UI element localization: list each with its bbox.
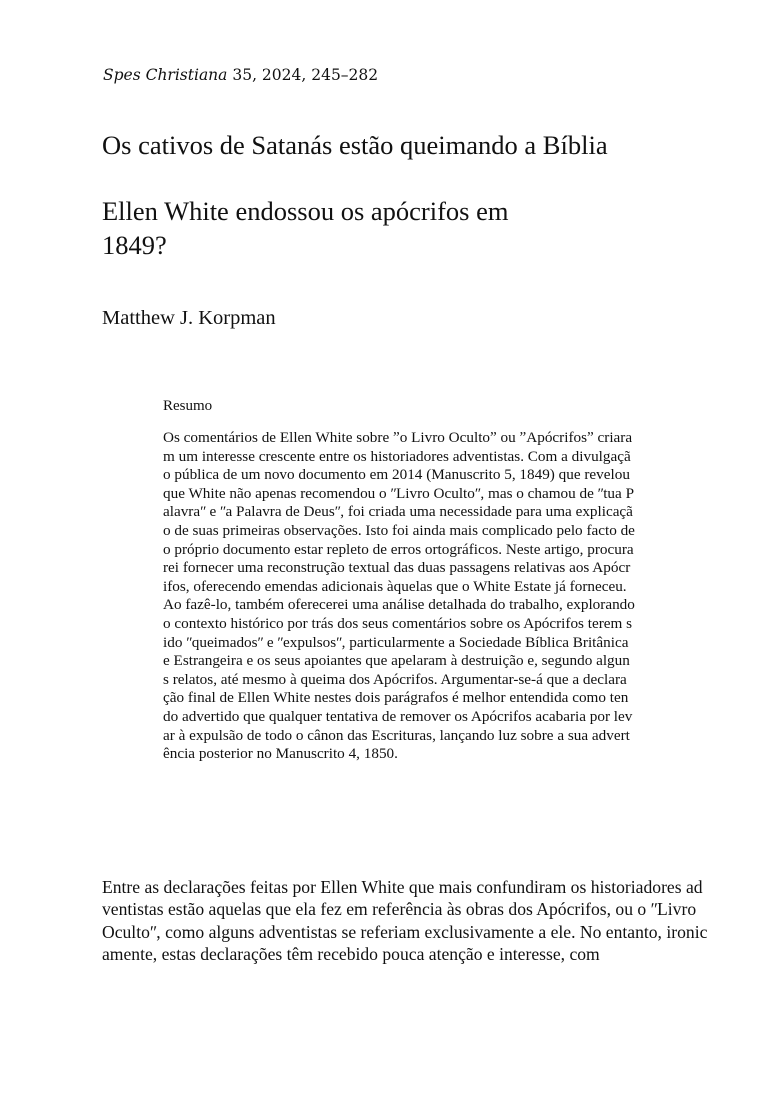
article-title: Os cativos de Satanás estão queimando a Bíblia: [102, 130, 608, 160]
body-line: Ocultoʺ, como alguns adventistas se referiam exclusivamente a ele. No entanto, ironic: [102, 921, 708, 942]
abstract-text: [163, 429, 723, 764]
abstract-line: m um interesse crescente entre os historiadores adventistas. Com a divulgaçã: [163, 447, 631, 465]
abstract-line: ifos, oferecendo emendas adicionais àquelas que o White Estate já forneceu.: [163, 577, 627, 595]
body-line: Entre as declarações feitas por Ellen White que mais confundiram os historiadores ad: [102, 877, 703, 897]
body-line: ventistas estão aquelas que ela fez em referência às obras dos Apócrifos, ou o ʺLivro: [102, 899, 697, 920]
abstract-line: e Estrangeira e os seus apoiantes que apelaram à destruição e, segundo algun: [163, 652, 630, 670]
journal-volume-pages: 35, 2024, 245–282: [227, 66, 379, 84]
author-name: Matthew J. Korpman: [102, 307, 276, 329]
abstract-line: do advertido que qualquer tentativa de remover os Apócrifos acabaria por lev: [163, 707, 633, 725]
abstract-line: alavraʺ e ʺa Palavra de Deusʺ, foi criada uma necessidade para uma explicaçã: [163, 503, 633, 521]
abstract-line: ar à expulsão de todo o cânon das Escrituras, lançando luz sobre a sua advert: [163, 726, 630, 744]
abstract-line: Ao fazê-lo, também oferecerei uma análise detalhada do trabalho, explorando: [163, 596, 635, 614]
journal-citation: [103, 66, 378, 84]
abstract-line: rei fornecer uma reconstrução textual das duas passagens relativas aos Apócr: [163, 559, 631, 577]
abstract-line: s relatos, até mesmo à queima dos Apócrifos. Argumentar-se-á que a declara: [163, 670, 627, 688]
body-line: amente, estas declarações têm recebido pouca atenção e interesse, com: [102, 943, 600, 964]
abstract-line: o de suas primeiras observações. Isto foi ainda mais complicado pelo facto de: [163, 521, 635, 539]
abstract-line: o pública de um novo documento em 2014 (Manuscrito 5, 1849) que revelou: [163, 466, 630, 484]
abstract-heading: Resumo: [163, 398, 213, 414]
abstract-line: ência posterior no Manuscrito 4, 1850.: [163, 745, 398, 763]
abstract-line: Os comentários de Ellen White sobre ˮo Livro Ocultoˮ ou ˮApócrifosˮ criara: [163, 429, 633, 446]
abstract-line: o contexto histórico por trás dos seus comentários sobre os Apócrifos terem s: [163, 614, 633, 632]
abstract-line: ido ʺqueimadosʺ e ʺexpulsosʺ, particularmente a Sociedade Bíblica Britânica: [163, 633, 629, 651]
body-paragraph: [102, 876, 742, 965]
article-subtitle: Ellen White endossou os apócrifos em 1849?: [102, 196, 509, 260]
journal-name: Spes Christiana: [103, 66, 228, 84]
abstract-line: ção final de Ellen White nestes dois parágrafos é melhor entendida como ten: [163, 689, 629, 707]
abstract-line: que White não apenas recomendou o ʺLivro Ocultoʺ, mas o chamou de ʺtua P: [163, 484, 635, 502]
abstract-line: o próprio documento estar repleto de erros ortográficos. Neste artigo, procura: [163, 540, 634, 558]
